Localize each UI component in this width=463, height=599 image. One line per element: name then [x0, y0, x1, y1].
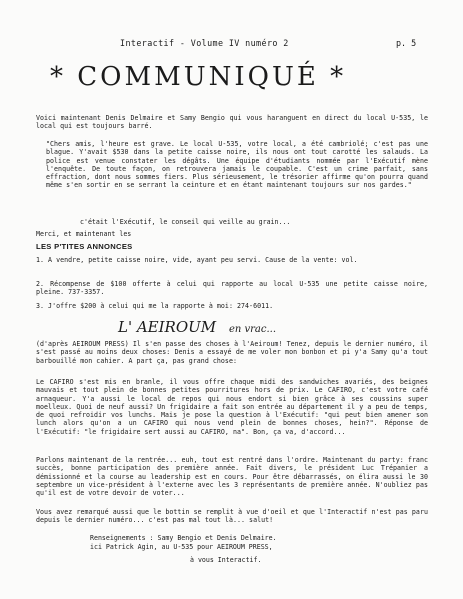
section-title-main: L' AEIROUM	[118, 318, 217, 336]
communique-intro: Voici maintenant Denis Delmaire et Samy Bengio qui vous haranguent en direct du local U-535, le local qui est toujours barré.	[36, 114, 428, 131]
footer-line-3: à vous Interactif.	[190, 556, 262, 564]
en-vrac-paragraph-4: Vous avez remarqué aussi que le bottin se remplit à vue d'oeil et que l'Interactif n'est pas paru depuis le dernier numéro... c'est pas mal tout là... salut!	[36, 508, 428, 525]
executif-signoff: c'était l'Exécutif, le conseil qui veille au grain...	[80, 218, 291, 226]
annonce-item-3: 3. J'offre $200 à celui qui me la rapporte à moi: 274-6011.	[36, 302, 274, 310]
executif-quote: "Chers amis, l'heure est grave. Le local U-535, votre local, a été cambriolé; c'est pas une blague. Y'avait $530 dans la petite caisse noire, ils nous ont tout carotté les salauds. La police est venue constater les dégâts. Une équipe d'étudiants nommée par l'Exécutif mène l'enquête. De toute façon, on retrouvera jamais le coupable. C'est un crime parfait, sans effraction, dont nous sommes fiers. Plus sérieusement, le trésorier affirme qu'on pourra quand même s'en sortir en se serrant la ceinture et en étant maintenant toujours sur nos gardes."	[46, 140, 428, 190]
running-header: Interactif - Volume IV numéro 2	[120, 38, 289, 48]
annonce-item-2: 2. Récompense de $100 offerte à celui qui rapporte au local U-535 une petite caisse noire, pleine. 737-3357.	[36, 280, 428, 297]
en-vrac-paragraph-1: (d'après AEIROUM PRESS) Il s'en passe des choses à l'Aeiroum! Tenez, depuis le dernier numéro, il s'est passé au moins deux choses: Denis a essayé de me voler mon bonbon et pi y'a Samy qu'a tout barbouillé mon cahier. A part ça, pas grand chose:	[36, 340, 428, 365]
petites-annonces-heading: LES P'TITES ANNONCES	[36, 242, 133, 251]
section-title-suffix: en vrac...	[228, 324, 277, 335]
footer-line-2: ici Patrick Agin, au U-535 pour AEIROUM PRESS,	[90, 543, 273, 551]
en-vrac-paragraph-3: Parlons maintenant de la rentrée... euh, tout est rentré dans l'ordre. Maintenant du party: franc succès, bonne participation des première année. Fait divers, le président Luc Trépanier a démissionné et la course au leadership est en cours. Pour être débarrassés, on élira aussi le 30 septembre un vice-président à l'externe avec les 3 représentants de première année. N'oubliez pas qu'il est de votre devoir de voter...	[36, 456, 428, 498]
merci-line: Merci, et maintenant les	[36, 230, 132, 238]
section-title	[118, 318, 276, 336]
page-title: * COMMUNIQUÉ *	[50, 62, 347, 92]
footer-line-1: Renseignements : Samy Bengio et Denis Delmaire.	[90, 534, 277, 542]
en-vrac-paragraph-2: Le CAFIRO s'est mis en branle, il vous offre chaque midi des sandwiches avariés, des beignes mauvais et tout plein de bonnes petites pourritures hors de prix. Le CAFIRO, c'est votre café arnaqueur. Y'a aussi le local de repos qui nous endort si bien grâce à ses coussins super moelleux. Quoi de neuf aussi? Un frigidaire a fait son entrée au département il y a peu de temps, de quoi refroidir vos lunchs. Mais je pose la question à l'Exécutif: "qui peut bien amener son lunch alors qu'on a un CAFIRO qui nous vend plein de bonnes choses, hein?". Réponse de l'Exécutif: "le frigidaire sert aussi au CAFIRO, na". Bon, ça va, d'accord...	[36, 378, 428, 436]
page-number: p. 5	[396, 38, 417, 48]
annonce-item-1: 1. A vendre, petite caisse noire, vide, ayant peu servi. Cause de la vente: vol.	[36, 256, 358, 264]
